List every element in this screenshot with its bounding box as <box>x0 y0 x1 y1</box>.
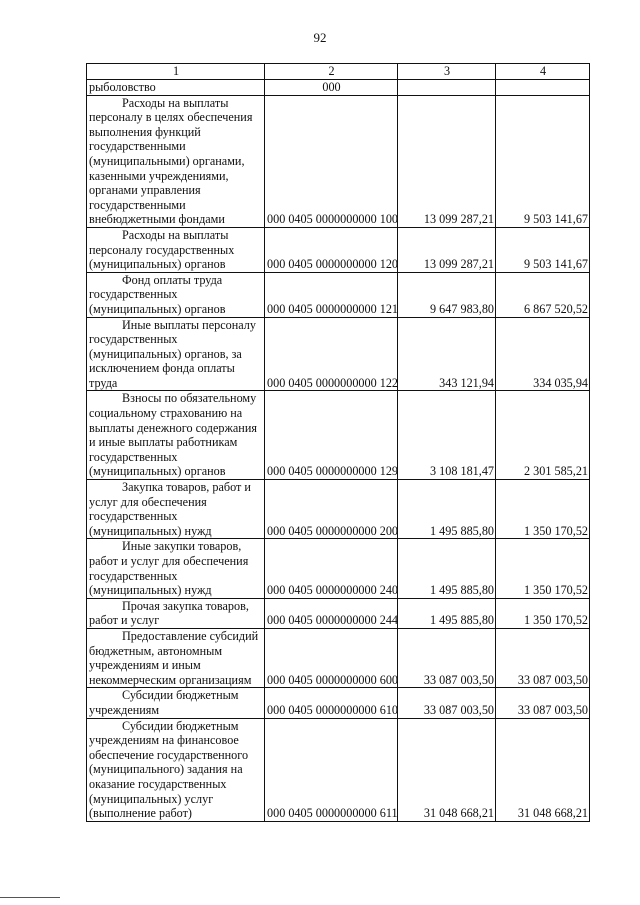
table-row <box>87 718 590 821</box>
row-code: 000 <box>265 80 398 96</box>
row-code: 000 0405 0000000000 120 <box>265 227 398 272</box>
table-row <box>87 539 590 598</box>
row-code: 000 0405 0000000000 121 <box>265 272 398 317</box>
row-value-col3: 1 495 885,80 <box>398 480 496 539</box>
row-code: 000 0405 0000000000 600 <box>265 628 398 687</box>
row-code: 000 0405 0000000000 244 <box>265 598 398 628</box>
row-code: 000 0405 0000000000 240 <box>265 539 398 598</box>
table-header-row <box>87 64 590 80</box>
row-value-col4 <box>496 80 590 96</box>
row-name: Расходы на выплаты персоналу в целях обеспечения выполнения функций государственными (муниципальными) органами, казенными учреждениями, органами управления государственными внебюджетными фондами <box>87 95 265 227</box>
column-header: 3 <box>398 64 496 80</box>
row-name: Взносы по обязательному социальному страхованию на выплаты денежного содержания и иные выплаты работникам государственных (муниципальных) органов <box>87 391 265 480</box>
row-value-col4: 9 503 141,67 <box>496 227 590 272</box>
row-name: Расходы на выплаты персоналу государственных (муниципальных) органов <box>87 227 265 272</box>
column-header: 2 <box>265 64 398 80</box>
row-value-col3 <box>398 80 496 96</box>
row-code: 000 0405 0000000000 122 <box>265 317 398 391</box>
row-value-col3: 13 099 287,21 <box>398 95 496 227</box>
row-name: Прочая закупка товаров, работ и услуг <box>87 598 265 628</box>
row-value-col3: 1 495 885,80 <box>398 598 496 628</box>
row-value-col4: 1 350 170,52 <box>496 539 590 598</box>
row-value-col4: 9 503 141,67 <box>496 95 590 227</box>
page-number: 92 <box>313 30 327 45</box>
row-code: 000 0405 0000000000 100 <box>265 95 398 227</box>
row-value-col4: 334 035,94 <box>496 317 590 391</box>
column-header: 1 <box>87 64 265 80</box>
table-row <box>87 227 590 272</box>
row-value-col4: 31 048 668,21 <box>496 718 590 821</box>
row-value-col4: 33 087 003,50 <box>496 628 590 687</box>
row-value-col3: 33 087 003,50 <box>398 688 496 718</box>
footer-rule <box>0 897 60 898</box>
row-name: Закупка товаров, работ и услуг для обеспечения государственных (муниципальных) нужд <box>87 480 265 539</box>
row-value-col3: 31 048 668,21 <box>398 718 496 821</box>
table-row <box>87 628 590 687</box>
row-value-col3: 1 495 885,80 <box>398 539 496 598</box>
table-row <box>87 80 590 96</box>
table-row <box>87 95 590 227</box>
table-row <box>87 480 590 539</box>
row-value-col3: 33 087 003,50 <box>398 628 496 687</box>
row-value-col3: 3 108 181,47 <box>398 391 496 480</box>
row-name: рыболовство <box>87 80 265 96</box>
row-name: Иные выплаты персоналу государственных (муниципальных) органов, за исключением фонда оплаты труда <box>87 317 265 391</box>
row-value-col3: 13 099 287,21 <box>398 227 496 272</box>
table-row <box>87 598 590 628</box>
row-value-col4: 2 301 585,21 <box>496 391 590 480</box>
row-value-col4: 1 350 170,52 <box>496 598 590 628</box>
row-name: Предоставление субсидий бюджетным, автономным учреждениям и иным некоммерческим организациям <box>87 628 265 687</box>
row-code: 000 0405 0000000000 200 <box>265 480 398 539</box>
column-header: 4 <box>496 64 590 80</box>
row-value-col4: 1 350 170,52 <box>496 480 590 539</box>
row-name: Фонд оплаты труда государственных (муниципальных) органов <box>87 272 265 317</box>
row-value-col4: 6 867 520,52 <box>496 272 590 317</box>
budget-table <box>86 63 590 822</box>
row-value-col3: 9 647 983,80 <box>398 272 496 317</box>
row-name: Иные закупки товаров, работ и услуг для обеспечения государственных (муниципальных) нужд <box>87 539 265 598</box>
table-row <box>87 272 590 317</box>
row-value-col4: 33 087 003,50 <box>496 688 590 718</box>
table-row <box>87 688 590 718</box>
row-name: Субсидии бюджетным учреждениям <box>87 688 265 718</box>
row-value-col3: 343 121,94 <box>398 317 496 391</box>
row-code: 000 0405 0000000000 610 <box>265 688 398 718</box>
row-code: 000 0405 0000000000 611 <box>265 718 398 821</box>
table-row <box>87 391 590 480</box>
row-name: Субсидии бюджетным учреждениям на финансовое обеспечение государственного (муниципального) задания на оказание государственных (муниципальных) услуг (выполнение работ) <box>87 718 265 821</box>
table-row <box>87 317 590 391</box>
row-code: 000 0405 0000000000 129 <box>265 391 398 480</box>
